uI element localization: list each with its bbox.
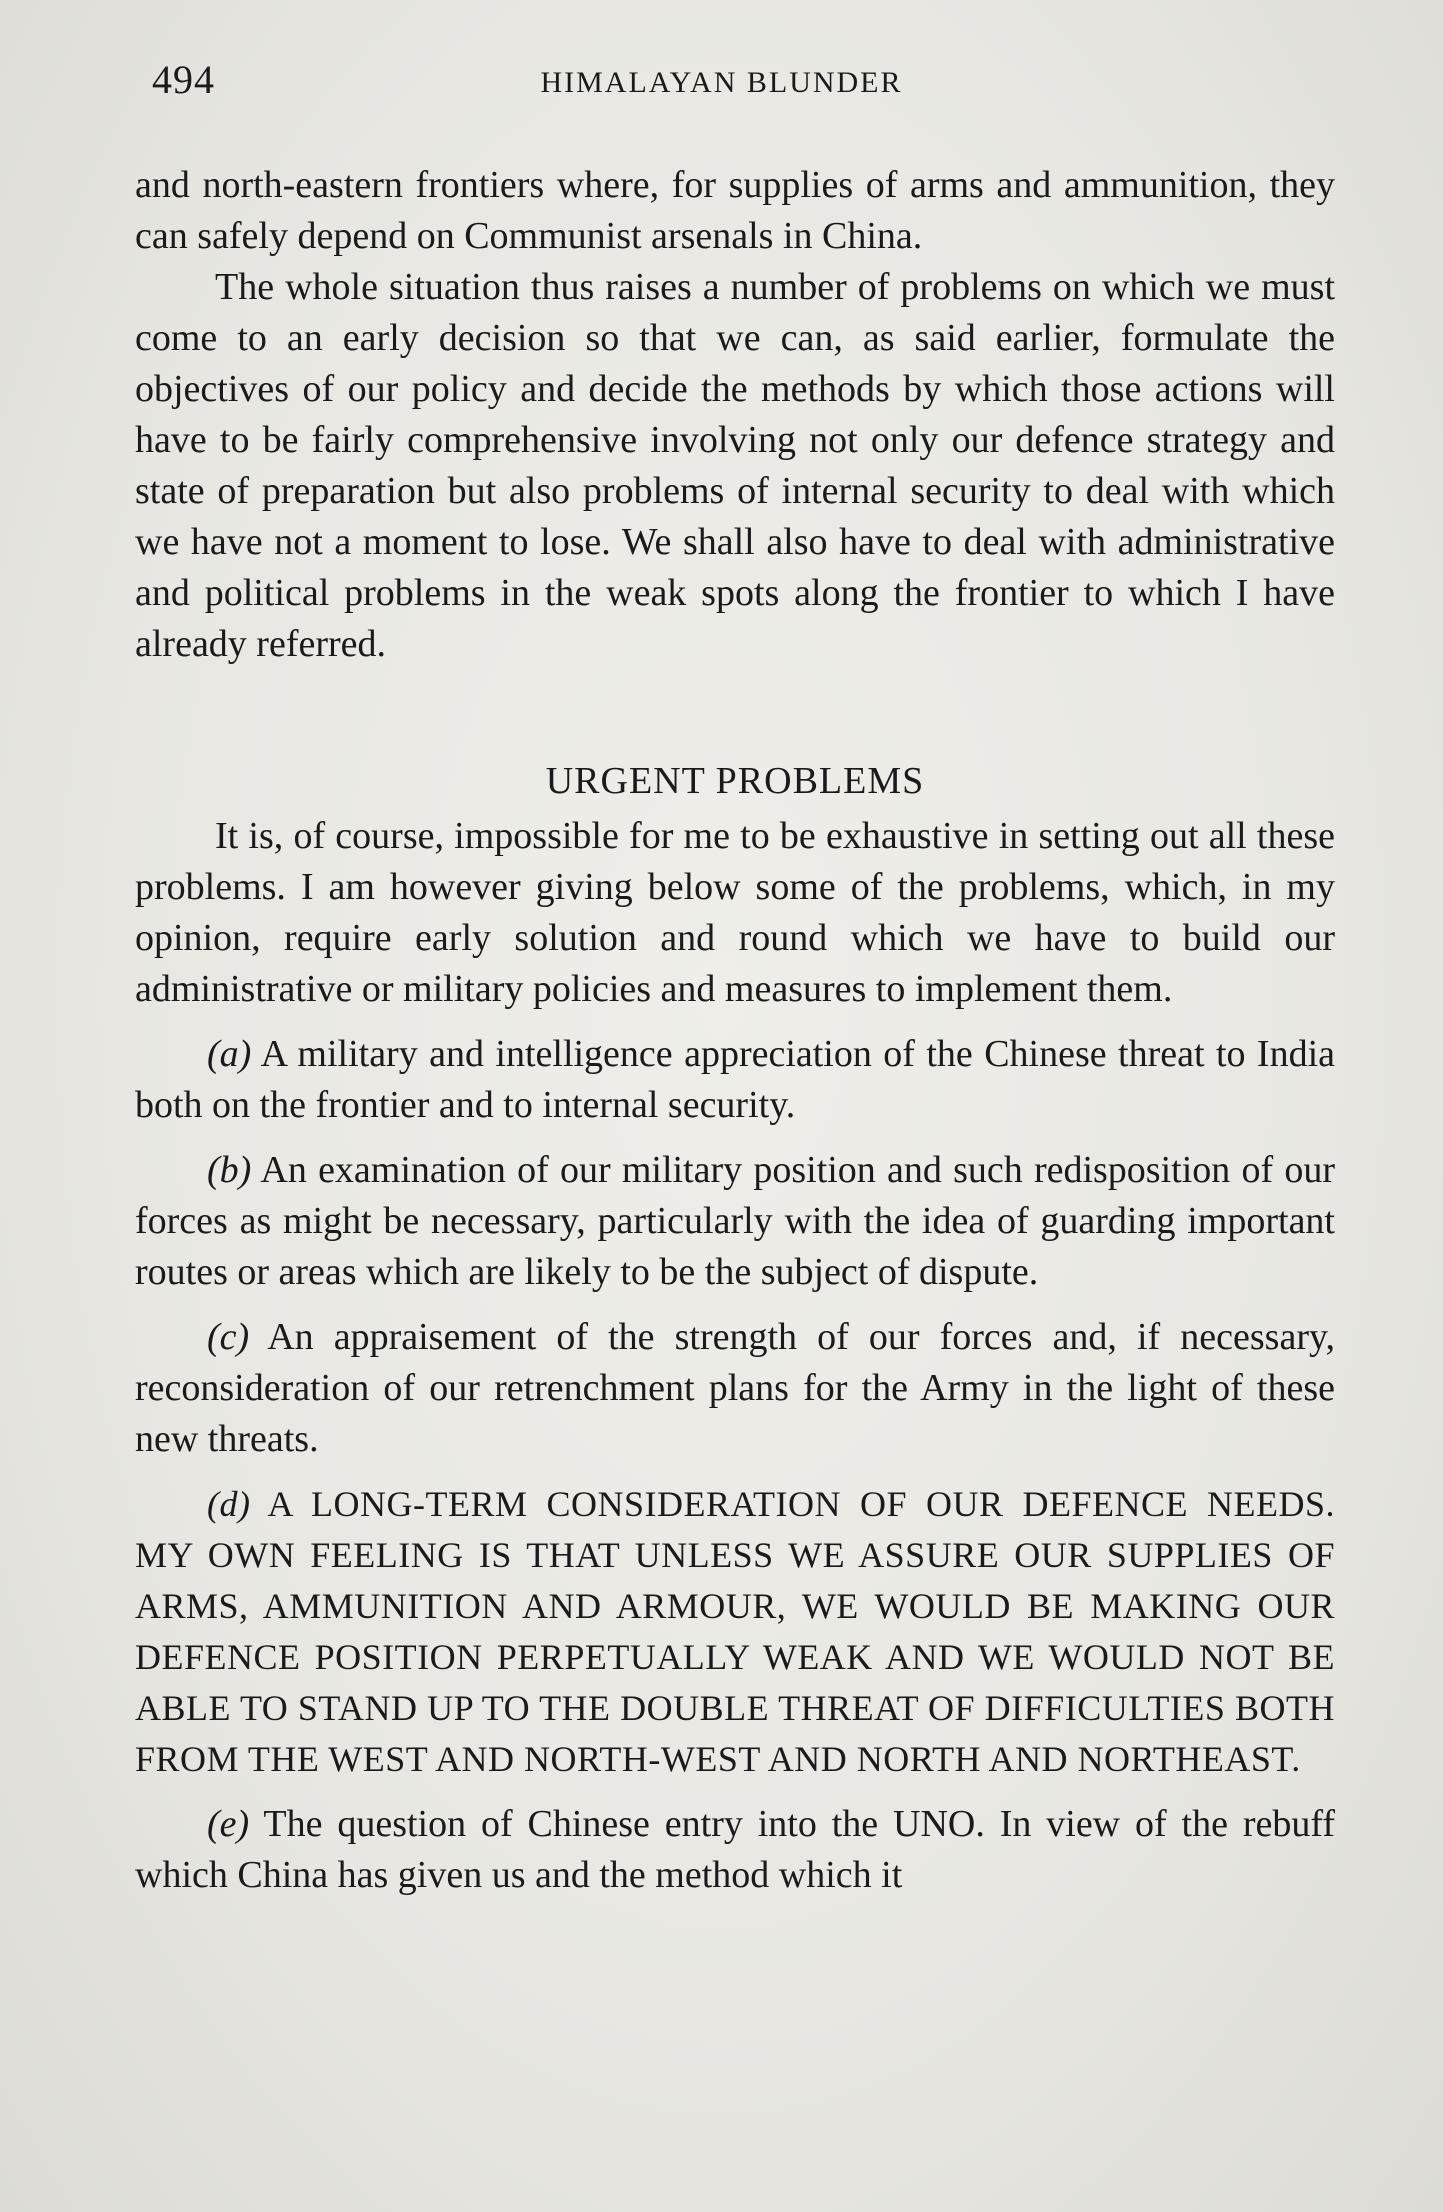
item-label: (c)	[207, 1316, 250, 1358]
section-heading: URGENT PROBLEMS	[545, 760, 925, 802]
item-text: An examination of our military position and such redisposition of our forces as might be necessary, particularly with the idea of guarding important routes or areas which are likely to be the subject of dispute.	[135, 1149, 1335, 1293]
item-text: A military and intelligence appreciation of the Chinese threat to India both on the frontier and to internal security.	[135, 1033, 1335, 1126]
item-text: A LONG-TERM CONSIDERATION OF OUR DEFENCE NEEDS. MY OWN FEELING IS THAT UNLESS WE ASSURE OUR SUPPLIES OF ARMS, AMMUNITION AND ARMOUR, WE WOULD BE MAKING OUR DEFENCE POSITION PERPETUALLY WEAK AND WE WOULD NOT BE ABLE TO STAND UP TO THE DOUBLE THREAT OF DIFFICULTIES BOTH FROM THE WEST AND NORTH-WEST AND NORTH AND NORTHEAST.	[135, 1484, 1335, 1779]
item-text: An appraisement of the strength of our forces and, if necessary, reconsideration of our retrenchment plans for the Army in the light of these new threats.	[135, 1316, 1336, 1460]
paragraph-continued: and north-eastern frontiers where, for supplies of arms and ammunition, they can safely depend on Communist arsenals in China.	[135, 164, 1335, 257]
page-body	[135, 160, 1335, 1901]
item-label: (d)	[207, 1484, 251, 1524]
list-item-d	[135, 1479, 1335, 1785]
item-label: (b)	[207, 1149, 252, 1191]
list-item-a	[135, 1029, 1335, 1131]
section-intro: It is, of course, impossible for me to be exhaustive in setting out all these problems. I am however giving below some of the problems, which, in my opinion, require early solution and round which we have to build our administrative or military policies and measures to implement them.	[135, 815, 1335, 1010]
item-label: (a)	[207, 1033, 252, 1075]
item-label: (e)	[207, 1803, 250, 1845]
list-item-b	[135, 1145, 1335, 1298]
running-title: HIMALAYAN BLUNDER	[540, 66, 903, 99]
page-number: 494	[152, 57, 215, 102]
list-item-e	[135, 1799, 1335, 1901]
paragraph-problems: The whole situation thus raises a number of problems on which we must come to an early decision so that we can, as said earlier, formulate the objectives of our policy and decide the methods by which those actions will have to be fairly comprehensive involving not only our defence strategy and state of preparation but also problems of internal security to deal with which we have not a moment to lose. We shall also have to deal with administrative and political problems in the weak spots along the frontier to which I have already referred.	[135, 266, 1335, 665]
item-text: The question of Chinese entry into the UNO. In view of the rebuff which China has given us and the method which it	[135, 1803, 1335, 1896]
list-item-c	[135, 1312, 1335, 1465]
